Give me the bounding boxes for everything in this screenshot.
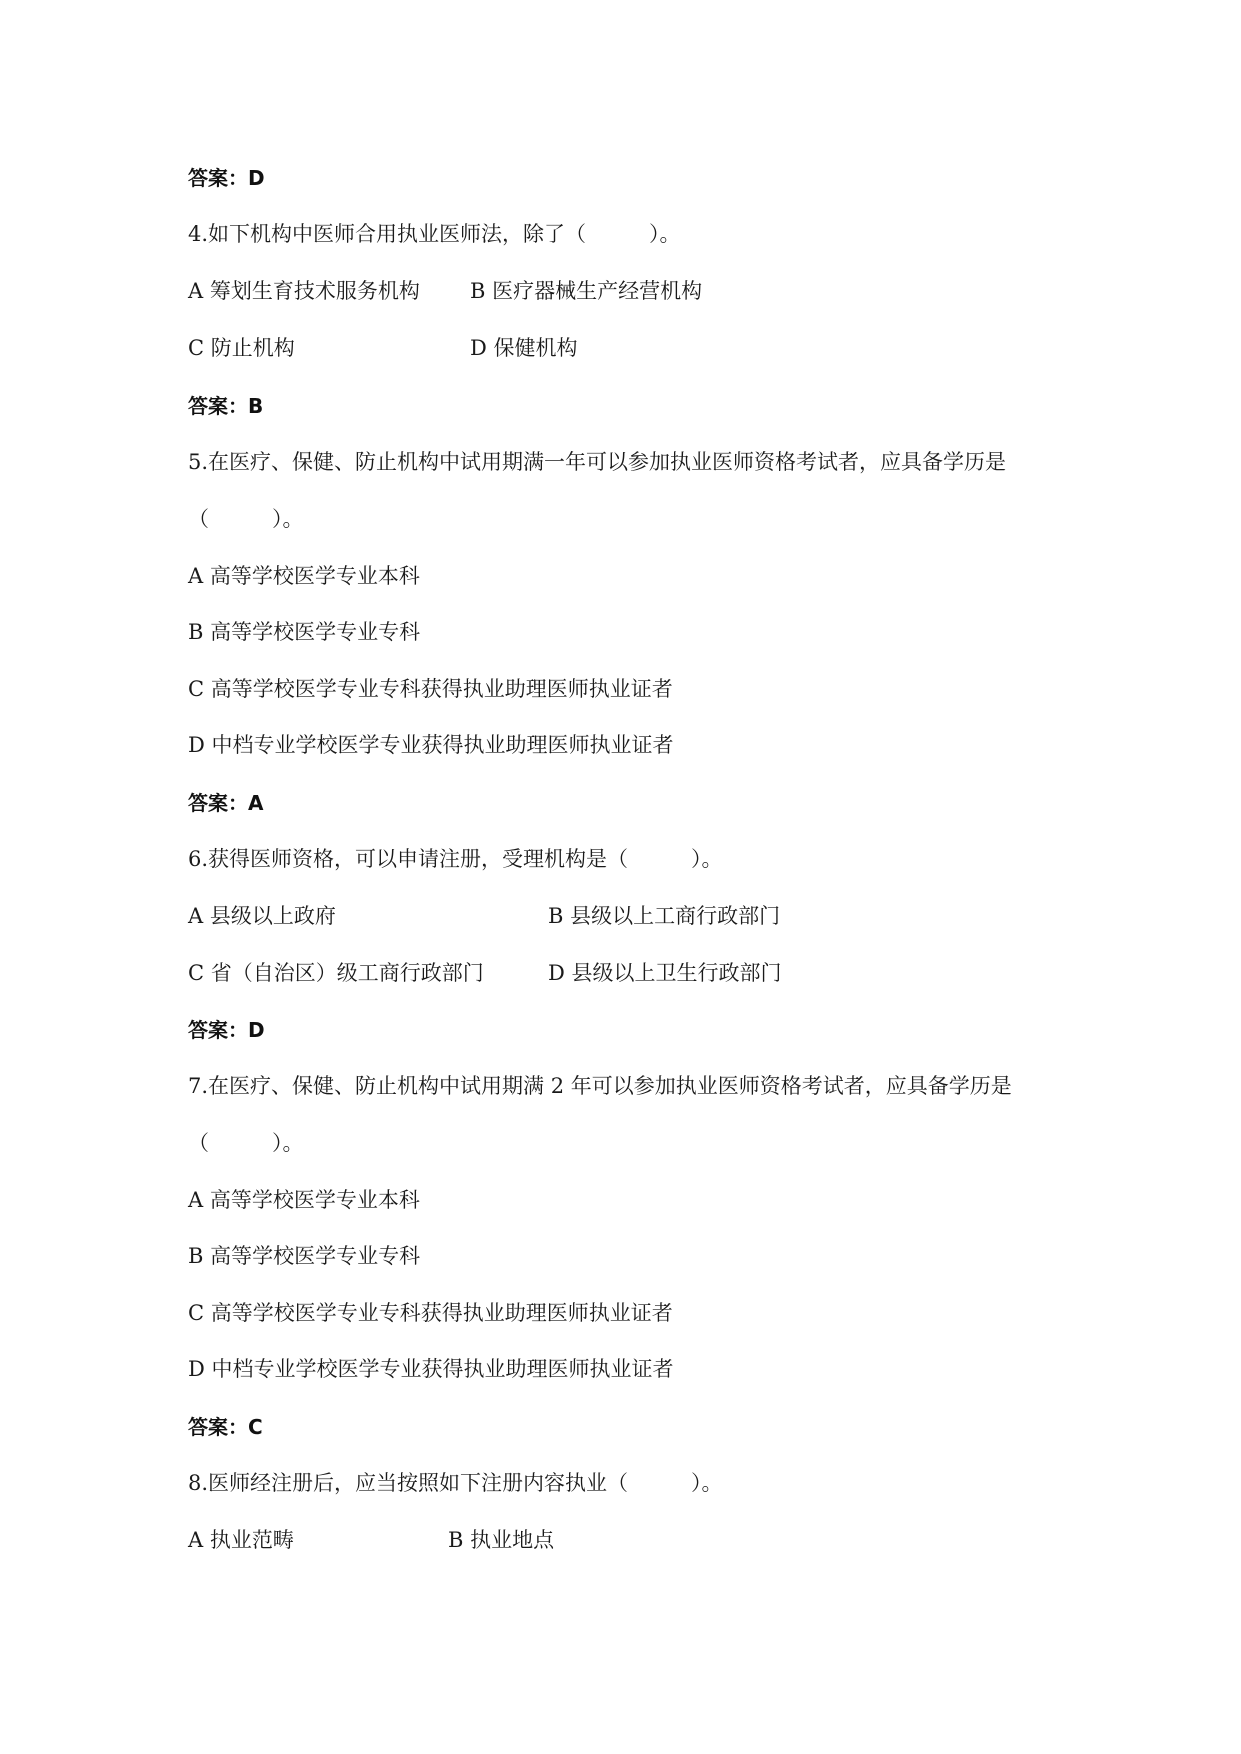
answer-7: 答案：C: [188, 1415, 263, 1439]
q4-option-d: D 保健机构: [470, 336, 578, 360]
q7-option-c: C 高等学校医学专业专科获得执业助理医师执业证者: [188, 1301, 673, 1325]
q5-option-b: B 高等学校医学专业专科: [188, 620, 421, 644]
q7-option-a: A 高等学校医学专业本科: [188, 1188, 420, 1212]
q6-option-d: D 县级以上卫生行政部门: [548, 961, 782, 985]
question-5-cont: （ ）。: [188, 507, 304, 531]
q5-option-d: D 中档专业学校医学专业获得执业助理医师执业证者: [188, 733, 674, 757]
q4-option-b: B 医疗器械生产经营机构: [470, 279, 703, 303]
answer-4: 答案：B: [188, 394, 264, 418]
q4-option-c: C 防止机构: [188, 336, 295, 360]
question-4: 4.如下机构中医师合用执业医师法，除了（ ）。: [188, 222, 681, 246]
q5-option-a: A 高等学校医学专业本科: [188, 564, 420, 588]
q6-option-b: B 县级以上工商行政部门: [548, 904, 781, 928]
question-7-cont: （ ）。: [188, 1131, 304, 1155]
answer-6: 答案：D: [188, 1018, 265, 1042]
q6-option-a: A 县级以上政府: [188, 904, 336, 928]
q8-option-a: A 执业范畴: [188, 1528, 294, 1552]
q7-option-d: D 中档专业学校医学专业获得执业助理医师执业证者: [188, 1357, 674, 1381]
question-8: 8.医师经注册后，应当按照如下注册内容执业（ ）。: [188, 1471, 723, 1495]
question-5: 5.在医疗、保健、防止机构中试用期满一年可以参加执业医师资格考试者，应具备学历是: [188, 450, 1007, 474]
answer-5: 答案：A: [188, 791, 264, 815]
q4-option-a: A 筹划生育技术服务机构: [188, 279, 420, 303]
answer-3: 答案：D: [188, 166, 265, 190]
q6-option-c: C 省（自治区）级工商行政部门: [188, 961, 484, 985]
q8-option-b: B 执业地点: [448, 1528, 555, 1552]
question-7: 7.在医疗、保健、防止机构中试用期满 2 年可以参加执业医师资格考试者，应具备学历是: [188, 1074, 1012, 1098]
q7-option-b: B 高等学校医学专业专科: [188, 1244, 421, 1268]
question-6: 6.获得医师资格，可以申请注册，受理机构是（ ）。: [188, 847, 723, 871]
q5-option-c: C 高等学校医学专业专科获得执业助理医师执业证者: [188, 677, 673, 701]
